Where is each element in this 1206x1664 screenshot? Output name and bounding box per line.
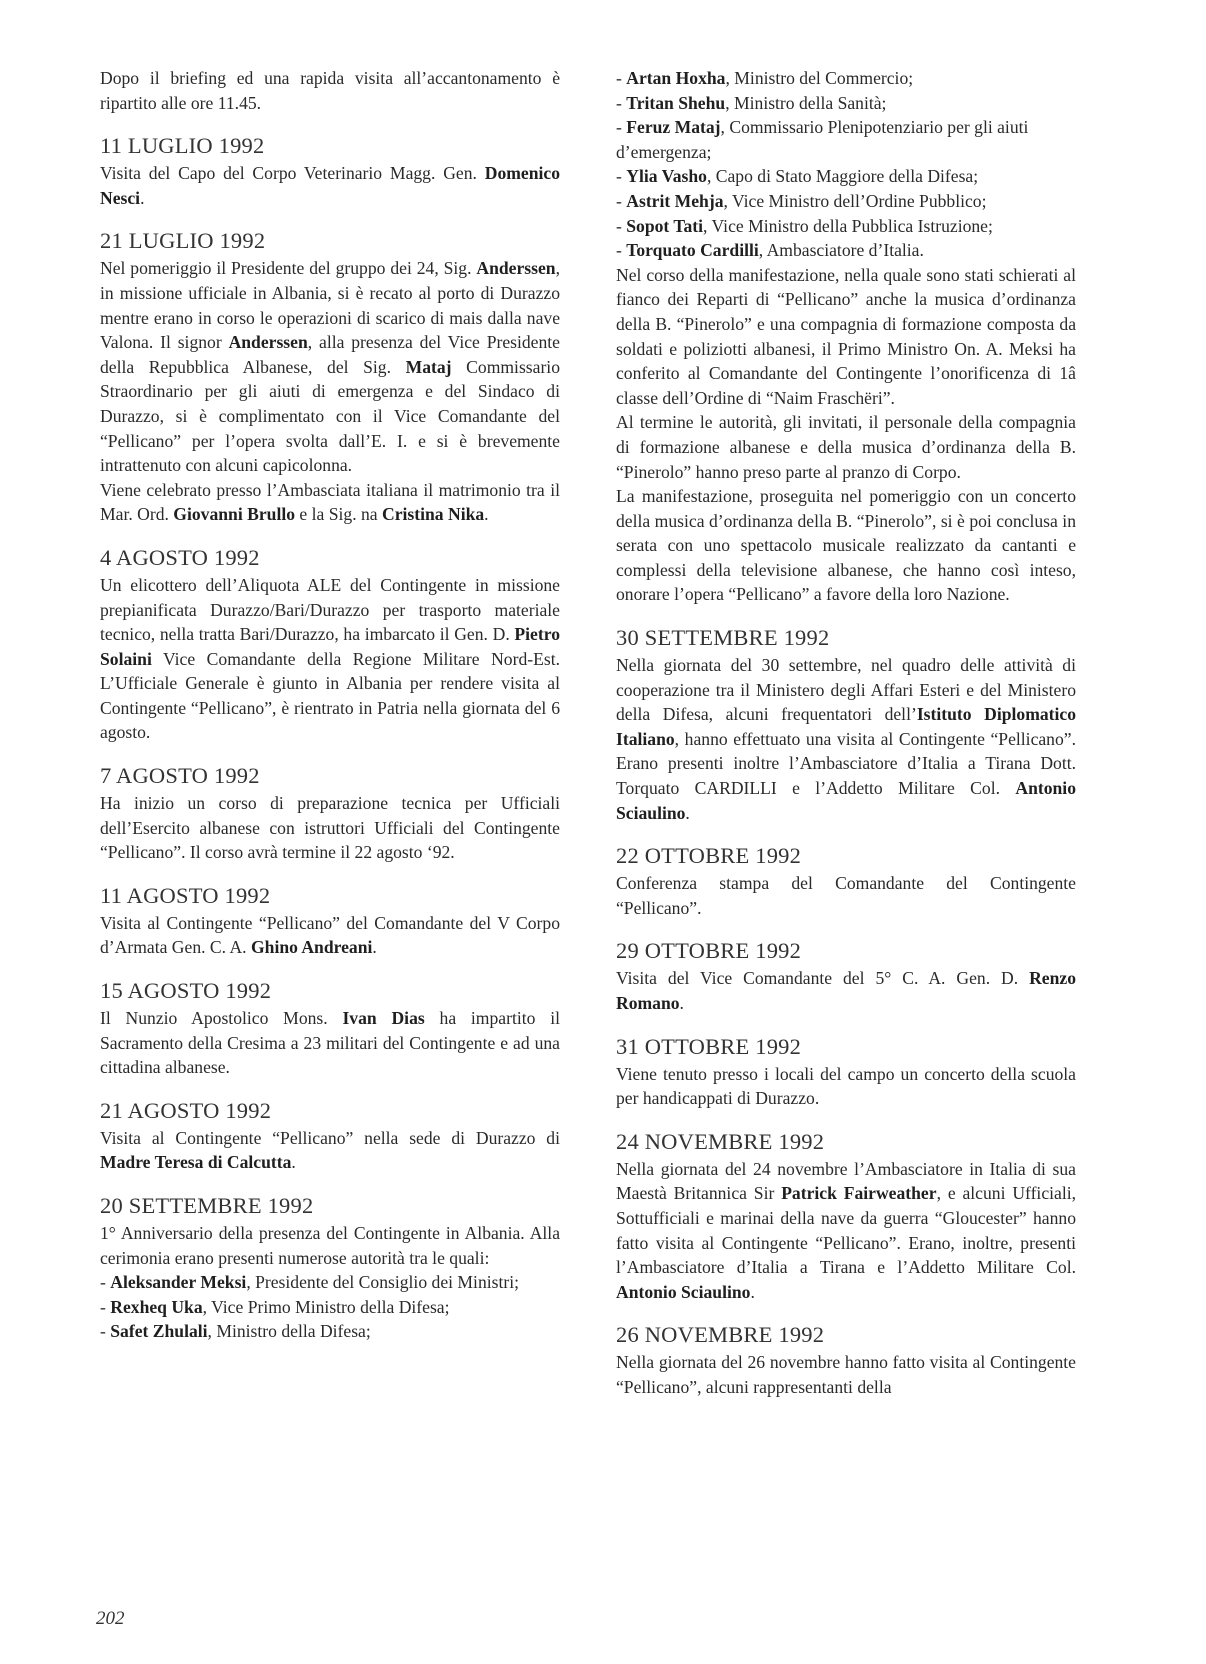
text-run: . — [685, 802, 690, 823]
text-run: Un elicottero dell’Aliquota ALE del Contingente in missione prepianificata Durazzo/Bari/Durazzo per trasporto materiale tecnico, nella tratta Bari/Durazzo, ha imbarcato il Gen. D. — [100, 574, 560, 645]
intro-paragraph: Dopo il briefing ed una rapida visita all’accantonamento è ripartito alle ore 11.45. — [100, 68, 560, 113]
person-name: Patrick Fairweather — [781, 1183, 937, 1204]
entry-text — [616, 966, 1076, 1015]
institution-name: Istituto Diplomatico Italiano — [616, 704, 1076, 749]
entry-date: 31 OTTOBRE 1992 — [616, 1033, 802, 1059]
text-run: Nel pomeriggio il Presidente del gruppo dei 24, Sig. — [100, 258, 477, 279]
text-run: Commissario Straordinario per gli aiuti di emergenza e del Sindaco di Durazzo, si è complimentato con il Vice Comandante del “Pellicano” per l’opera svolta dall’E. I. e si è brevemente intrattenuto con alcuni capicolonna. — [100, 356, 560, 476]
entry-date: 4 AGOSTO 1992 — [100, 544, 260, 570]
text-run: Nella giornata del 30 settembre, nel quadro delle attività di cooperazione tra il Ministero degli Affari Esteri e del Ministero della Difesa, alcuni frequentatori dell’ — [616, 655, 1076, 725]
list-item: - Aleksander Meksi, Presidente del Consiglio dei Ministri; — [100, 1272, 519, 1293]
entry-text: Conferenza stampa del Comandante del Contingente “Pellicano”. — [616, 873, 1076, 918]
list-item: - Safet Zhulali, Ministro della Difesa; — [100, 1321, 371, 1342]
authority-list — [100, 1270, 560, 1344]
entry-20-settembre — [100, 1193, 560, 1344]
list-item: - Torquato Cardilli, Ambasciatore d’Italia. — [616, 240, 924, 261]
list-item: - Astrit Mehja, Vice Ministro dell’Ordine Pubblico; — [616, 190, 987, 211]
entry-11-agosto — [100, 883, 560, 960]
entry-date: 7 AGOSTO 1992 — [100, 763, 260, 789]
text-run: . — [372, 937, 377, 958]
left-column — [100, 66, 560, 1362]
entry-date: 26 NOVEMBRE 1992 — [616, 1322, 825, 1348]
entry-text — [616, 1157, 1076, 1305]
person-name: Aleksander Meksi — [110, 1272, 247, 1293]
entry-21-luglio — [100, 228, 560, 527]
right-column — [616, 66, 1076, 1418]
entry-text — [616, 653, 1076, 825]
person-role: , Ministro del Commercio; — [725, 68, 914, 88]
person-role: , Vice Ministro dell’Ordine Pubblico; — [723, 190, 987, 211]
entry-30-settembre — [616, 625, 1076, 825]
person-role: , Ministro della Sanità; — [725, 92, 887, 113]
person-role: , Vice Primo Ministro della Difesa; — [202, 1296, 450, 1317]
text-run: Visita al Contingente “Pellicano” nella sede di Durazzo di — [100, 1127, 560, 1148]
entry-date: 15 AGOSTO 1992 — [100, 978, 272, 1004]
list-item: - Rexheq Uka, Vice Primo Ministro della Difesa; — [100, 1296, 450, 1317]
person-name: Renzo Romano — [616, 968, 1076, 1013]
entry-date: 30 SETTEMBRE 1992 — [616, 625, 830, 651]
paragraph: Nel corso della manifestazione, nella quale sono stati schierati al fianco dei Reparti di “Pellicano” anche la musica d’ordinanza della B. “Pinerolo” e una compagnia di formazione composta da soldati e poliziotti albanesi, il Primo Ministro On. A. Meksi ha conferito al Comandante del Contingente l’onorificenza di 1â classe dell’Ordine di “Naim Fraschëri”. — [616, 264, 1076, 408]
entry-24-novembre — [616, 1129, 1076, 1305]
person-name: Rexheq Uka — [110, 1296, 203, 1317]
entry-date: 21 LUGLIO 1992 — [100, 228, 266, 254]
text-run: . — [750, 1281, 755, 1302]
text-run: . — [679, 993, 684, 1013]
list-item: - Artan Hoxha, Ministro del Commercio; — [616, 68, 914, 88]
person-name: Ivan Dias — [342, 1008, 425, 1029]
person-role: , Ministro della Difesa; — [207, 1321, 371, 1342]
person-role: , Commissario Plenipotenziario per gli aiuti d’emergenza; — [616, 117, 1029, 162]
entry-text — [100, 1006, 560, 1080]
entry-text: 1° Anniversario della presenza del Contingente in Albania. Alla cerimonia erano presenti numerose autorità tra le quali: — [100, 1223, 560, 1268]
person-name: Giovanni Brullo — [173, 504, 296, 525]
text-run: , alla presenza del Vice Presidente della Repubblica Albanese, del Sig. — [100, 332, 560, 377]
page-number: 202 — [96, 1608, 125, 1629]
entry-date: 22 OTTOBRE 1992 — [616, 843, 802, 869]
entry-date: 20 SETTEMBRE 1992 — [100, 1193, 314, 1218]
ceremony-description — [616, 263, 1076, 607]
intro-entry — [100, 66, 560, 115]
text-run: Visita al Contingente “Pellicano” del Comandante del V Corpo d’Armata Gen. C. A. — [100, 912, 560, 958]
person-name: Mataj — [405, 356, 452, 377]
entry-text — [100, 161, 560, 210]
entry-22-ottobre — [616, 843, 1076, 920]
text-run: Nella giornata del 24 novembre l’Ambasciatore in Italia di sua Maestà Britannica Sir — [616, 1158, 1076, 1204]
text-run: , hanno effettuato una visita al Contingente “Pellicano”. Erano presenti inoltre l’Ambasciatore d’Italia a Tirana Dott. Torquato CARDILLI e l’Addetto Militare Col. — [616, 728, 1076, 799]
entry-text — [100, 256, 560, 477]
person-role: , Vice Ministro della Pubblica Istruzione; — [703, 215, 993, 236]
person-role: , Capo di Stato Maggiore della Difesa; — [706, 166, 979, 187]
person-name: Cristina Nika — [382, 504, 485, 525]
person-name: Torquato Cardilli — [626, 240, 759, 261]
person-name: Feruz Mataj — [626, 117, 721, 138]
text-run: Visita del Capo del Corpo Veterinario Magg. Gen. — [100, 163, 485, 184]
person-name: Anderssen — [228, 332, 308, 353]
paragraph: Al termine le autorità, gli invitati, il personale della compagnia di formazione albanese e della musica d’ordinanza della B. “Pinerolo” hanno preso parte al pranzo di Corpo. — [616, 412, 1076, 482]
authority-list-continued — [616, 66, 1076, 263]
text-run: Viene celebrato presso l’Ambasciata italiana il matrimonio tra il Mar. Ord. — [100, 479, 560, 525]
entry-date: 29 OTTOBRE 1992 — [616, 938, 802, 964]
list-item: - Sopot Tati, Vice Ministro della Pubblica Istruzione; — [616, 215, 993, 236]
entry-11-luglio — [100, 133, 560, 210]
entry-date: 21 AGOSTO 1992 — [100, 1097, 272, 1123]
entry-26-novembre — [616, 1322, 1076, 1399]
person-name: Safet Zhulali — [110, 1321, 208, 1342]
entry-text — [100, 478, 560, 527]
person-role: , Ambasciatore d’Italia. — [758, 240, 924, 261]
person-name: Artan Hoxha — [626, 68, 726, 88]
entry-date: 24 NOVEMBRE 1992 — [616, 1128, 825, 1154]
entry-29-ottobre — [616, 938, 1076, 1015]
text-run: . — [291, 1152, 296, 1173]
text-run: . — [140, 187, 145, 208]
text-run: , e alcuni Ufficiali, Sottufficiali e marinai della nave da guerra “Gloucester” hanno fatto visita al Contingente “Pellicano”. Erano, inoltre, presenti l’Ambasciatore d’Italia a Tirana e l’Addetto Militare Col. — [616, 1183, 1076, 1278]
entry-21-agosto — [100, 1098, 560, 1175]
entry-15-agosto — [100, 978, 560, 1080]
entry-text — [100, 573, 560, 745]
person-name: Tritan Shehu — [626, 92, 726, 113]
person-name: Anderssen — [476, 258, 556, 279]
text-run: e la Sig. na — [295, 504, 383, 525]
entry-date: 11 AGOSTO 1992 — [100, 882, 271, 908]
list-item: - Feruz Mataj, Commissario Plenipotenziario per gli aiuti d’emergenza; — [616, 117, 1029, 162]
person-name: Ghino Andreani — [250, 937, 373, 958]
person-name: Madre Teresa di Calcutta — [100, 1152, 292, 1173]
text-run: . — [484, 504, 489, 525]
person-role: , Presidente del Consiglio dei Ministri; — [246, 1272, 519, 1293]
person-name: Sopot Tati — [626, 215, 704, 236]
entry-text: Nella giornata del 26 novembre hanno fatto visita al Contingente “Pellicano”, alcuni rappresentanti della — [616, 1352, 1076, 1397]
person-name: Antonio Sciaulino — [616, 778, 1076, 823]
person-name: Ylia Vasho — [626, 166, 707, 187]
entry-31-ottobre — [616, 1034, 1076, 1111]
text-run: Vice Comandante della Regione Militare Nord-Est. L’Ufficiale Generale è giunto in Albania per rendere visita al Contingente “Pellicano”, è rientrato in Patria nella giornata del 6 agosto. — [100, 648, 560, 743]
text-run: ha impartito il Sacramento della Cresima a 23 militari del Contingente e ad una cittadina albanese. — [100, 1008, 560, 1078]
paragraph: La manifestazione, proseguita nel pomeriggio con un concerto della musica d’ordinanza della B. “Pinerolo”, si è poi conclusa in serata con uno spettacolo musicale realizzato da cantanti e complessi della televisione albanese, che hanno così inteso, onorare l’opera “Pellicano” a favore della loro Nazione. — [616, 486, 1076, 605]
person-name: Pietro Solaini — [100, 624, 560, 669]
entry-text — [100, 911, 560, 960]
person-name: Antonio Sciaulino — [616, 1281, 751, 1302]
entry-date: 11 LUGLIO 1992 — [100, 133, 265, 159]
entry-text: Viene tenuto presso i locali del campo un concerto della scuola per handicappati di Durazzo. — [616, 1063, 1076, 1109]
text-run: , in missione ufficiale in Albania, si è recato al porto di Durazzo mentre erano in corso le operazioni di scarico di mais dalla nave Valona. Il signor — [100, 258, 560, 353]
list-item: - Ylia Vasho, Capo di Stato Maggiore della Difesa; — [616, 166, 979, 187]
person-name: Astrit Mehja — [626, 190, 724, 211]
entry-7-agosto — [100, 763, 560, 865]
entry-4-agosto — [100, 545, 560, 745]
entry-text: Ha inizio un corso di preparazione tecnica per Ufficiali dell’Esercito albanese con istruttori Ufficiali del Contingente “Pellicano”. Il corso avrà termine il 22 agosto ‘92. — [100, 793, 560, 863]
entry-text — [100, 1126, 560, 1175]
person-name: Domenico Nesci — [100, 163, 560, 208]
list-item: - Tritan Shehu, Ministro della Sanità; — [616, 92, 887, 113]
text-run: Visita del Vice Comandante del 5° C. A. Gen. D. — [616, 968, 1030, 989]
text-run: Il Nunzio Apostolico Mons. — [100, 1008, 343, 1029]
